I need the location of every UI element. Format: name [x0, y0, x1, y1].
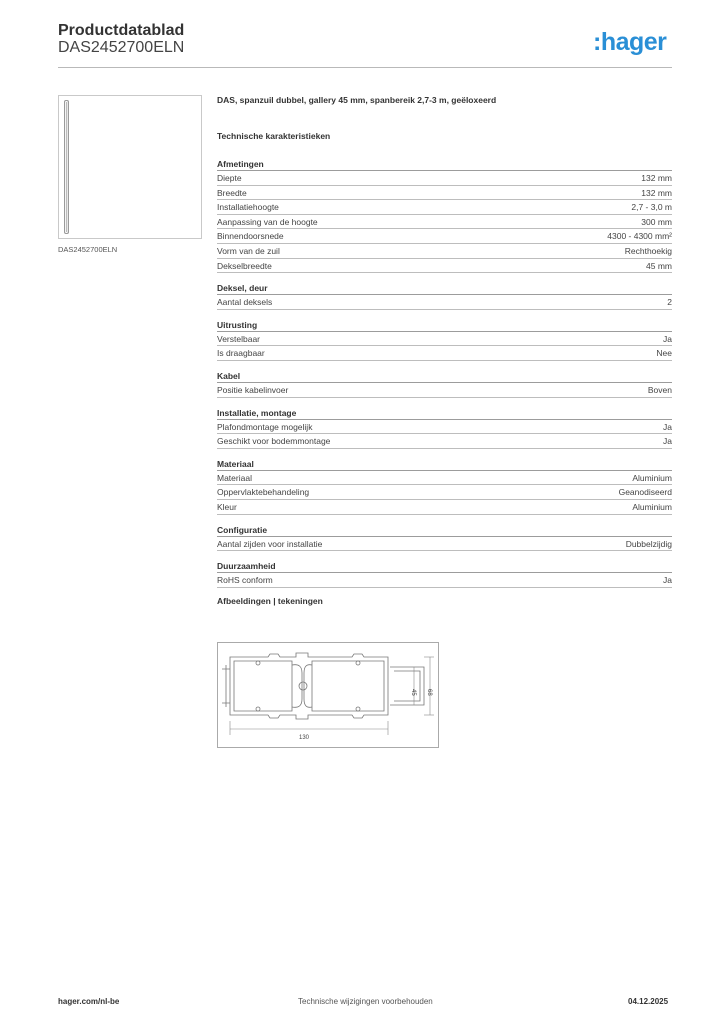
spec-section	[217, 406, 672, 449]
section-title: Kabel	[217, 369, 672, 383]
spec-label: Positie kabelinvoer	[217, 384, 289, 395]
spec-row	[217, 186, 672, 201]
spec-value: Ja	[663, 575, 672, 586]
dim-width-label: 130	[298, 735, 310, 741]
spec-section	[217, 559, 672, 588]
spec-value: Ja	[663, 333, 672, 344]
section-title: Uitrusting	[217, 318, 672, 332]
spec-value: 300 mm	[641, 216, 672, 227]
spec-value: 2	[667, 297, 672, 308]
spec-label: Diepte	[217, 173, 242, 183]
spec-label: Kleur	[217, 501, 237, 512]
spec-value: 132 mm	[641, 187, 672, 198]
section-title: Duurzaamheid	[217, 559, 672, 573]
spec-row	[217, 171, 672, 186]
spec-label: Dekselbreedte	[217, 260, 272, 271]
spec-content	[217, 95, 672, 610]
spec-value: Ja	[663, 436, 672, 447]
spec-value: Nee	[656, 348, 672, 359]
spec-value: Aluminium	[632, 501, 672, 512]
spec-label: Vorm van de zuil	[217, 245, 280, 256]
spec-value: Ja	[663, 421, 672, 432]
spec-section	[217, 523, 672, 552]
footer-disclaimer: Technische wijzigingen voorbehouden	[298, 997, 433, 1006]
profile-drawing-svg	[218, 643, 438, 747]
spec-section	[217, 318, 672, 361]
thumbnail-caption: DAS2452700ELN	[58, 245, 118, 254]
spec-label: Verstelbaar	[217, 333, 260, 344]
spec-label: Plafondmontage mogelijk	[217, 421, 313, 432]
spec-label: Geschikt voor bodemmontage	[217, 436, 331, 447]
spec-row	[217, 485, 672, 500]
spec-label: Aantal deksels	[217, 297, 273, 308]
section-title: Installatie, montage	[217, 406, 672, 420]
spec-value: Aluminium	[632, 472, 672, 483]
spec-label: Aantal zijden voor installatie	[217, 538, 323, 549]
product-image-rail-inner	[66, 102, 67, 232]
section-title: Materiaal	[217, 457, 672, 471]
spec-row	[217, 434, 672, 449]
spec-label: Installatiehoogte	[217, 202, 279, 213]
document-title: Productdatablad	[58, 22, 185, 39]
spec-label: Binnendoorsnede	[217, 231, 284, 242]
product-code: DAS2452700ELN	[58, 39, 185, 56]
spec-label: Aanpassing van de hoogte	[217, 216, 318, 227]
spec-value: 45 mm	[646, 260, 672, 271]
spec-label: Oppervlaktebehandeling	[217, 487, 310, 498]
spec-value: 2,7 - 3,0 m	[631, 202, 672, 213]
spec-label: Breedte	[217, 187, 247, 198]
spec-value: Geanodiseerd	[618, 487, 672, 498]
section-title: Configuratie	[217, 523, 672, 537]
header-divider	[58, 67, 672, 68]
technical-drawing	[217, 642, 439, 748]
dim-h1-label: 45	[410, 689, 416, 696]
tech-title: Technische karakteristieken	[217, 131, 331, 141]
section-title: Deksel, deur	[217, 281, 672, 295]
spec-label: Is draagbaar	[217, 348, 265, 359]
footer-date: 04.12.2025	[628, 997, 669, 1006]
spec-value: 4300 - 4300 mm²	[607, 231, 672, 242]
hager-logo: :hager	[593, 28, 667, 56]
spec-row	[217, 295, 672, 310]
spec-row	[217, 332, 672, 347]
spec-row	[217, 383, 672, 398]
spec-row	[217, 200, 672, 215]
spec-row	[217, 471, 672, 486]
spec-value: Boven	[647, 384, 672, 395]
section-title: Afmetingen	[217, 157, 672, 171]
spec-row	[217, 500, 672, 515]
spec-row	[217, 420, 672, 435]
footer-website: hager.com/nl-be	[58, 997, 120, 1006]
spec-label: RoHS conform	[217, 575, 273, 586]
spec-section	[217, 157, 672, 273]
spec-section	[217, 457, 672, 515]
spec-row	[217, 215, 672, 230]
spec-row	[217, 346, 672, 361]
product-title: DAS, spanzuil dubbel, gallery 45 mm, spanbereik 2,7-3 m, geëloxeerd	[217, 95, 497, 105]
product-thumbnail	[58, 95, 202, 239]
images-title: Afbeeldingen | tekeningen	[217, 595, 323, 606]
dim-h2-label: 68	[426, 689, 432, 696]
spec-value: Dubbelzijdig	[625, 538, 672, 549]
spec-row	[217, 259, 672, 274]
spec-label: Materiaal	[217, 472, 252, 483]
spec-value: 132 mm	[641, 173, 672, 183]
spec-sections	[217, 157, 672, 588]
spec-value: Rechthoekig	[624, 245, 672, 256]
spec-row	[217, 573, 672, 588]
spec-row	[217, 537, 672, 552]
spec-section	[217, 369, 672, 398]
spec-section	[217, 281, 672, 310]
spec-row	[217, 244, 672, 259]
spec-row	[217, 229, 672, 244]
